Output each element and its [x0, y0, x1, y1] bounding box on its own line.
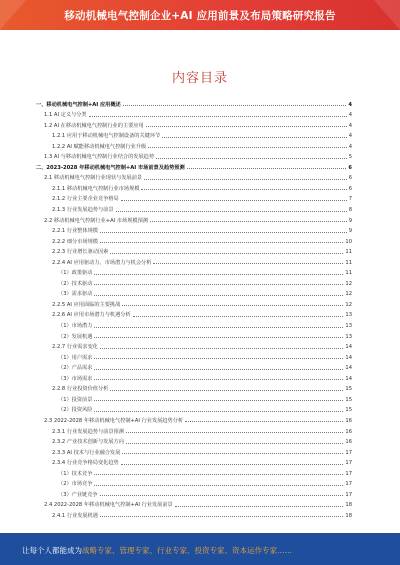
toc-entry-page: 12 [345, 280, 352, 287]
toc-entry[interactable] [36, 424, 352, 435]
toc-leader-dots [94, 379, 343, 380]
toc-leader-dots [100, 242, 343, 243]
footer-prefix: 让每个人都能成为 [22, 546, 82, 555]
toc-leader-dots [185, 421, 343, 422]
toc-entry-page: 12 [345, 301, 352, 308]
toc-entry-label: 2.1.1 移动机械电气控制行业市场规模 [52, 185, 140, 192]
toc-entry-label: 2.3.2 产业技术创新与发展方向 [52, 439, 124, 446]
toc-entry[interactable] [36, 403, 352, 414]
toc-leader-dots [94, 327, 343, 328]
toc-entry[interactable] [36, 392, 352, 403]
toc-leader-dots [94, 485, 343, 486]
toc-entry-label: （3）市场需求 [58, 375, 93, 382]
toc-entry-page: 8 [348, 207, 352, 214]
toc-entry-label: （1）用户需求 [58, 354, 93, 361]
toc-leader-dots [89, 116, 347, 117]
toc-entry[interactable] [36, 108, 352, 119]
toc-leader-dots [121, 464, 344, 465]
toc-entry-label: （1）技术竞争 [58, 470, 93, 477]
toc-entry-page: 18 [345, 502, 352, 509]
toc-entry-label: 1.1 AI 定义与分类 [44, 112, 87, 119]
toc-entry-page: 10 [345, 238, 352, 245]
footer-banner [0, 533, 400, 565]
toc-leader-dots [122, 453, 343, 454]
toc-entry[interactable] [36, 361, 352, 372]
toc-leader-dots [126, 432, 343, 433]
toc-entry-label: （2）产品需求 [58, 365, 93, 372]
toc-entry-label: 2.1.3 行业发展趋势与前景 [52, 207, 114, 214]
toc-leader-dots [94, 284, 343, 285]
toc-entry-page: 17 [345, 449, 352, 456]
toc-entry-page: 6 [348, 175, 352, 182]
toc-entry-label: 2.2.5 AI 应用面临的主要挑战 [52, 301, 121, 308]
toc-entry[interactable] [36, 297, 352, 308]
toc-entry[interactable] [36, 139, 352, 150]
toc-entry-page: 14 [345, 375, 352, 382]
toc-leader-dots [148, 147, 346, 148]
toc-entry-label: 1.3 AI 与移动机械电气控制行业结合的发展趋势 [44, 154, 155, 161]
toc-entry-label: （3）产业链竞争 [58, 491, 98, 498]
toc-entry-label: 2.2.4 AI 应用驱动力、市场潜力与机会分析 [52, 259, 152, 266]
toc-entry-page: 14 [345, 344, 352, 351]
toc-entry-label: 2.2.6 AI 应用市场潜力与机遇分析 [52, 312, 131, 319]
toc-leader-dots [126, 443, 343, 444]
toc-entry[interactable] [36, 445, 352, 456]
toc-entry[interactable] [36, 202, 352, 213]
toc-entry-label: （1）市场潜力 [58, 323, 93, 330]
toc-leader-dots [94, 337, 343, 338]
toc-leader-dots [162, 137, 346, 138]
toc-entry-label: （2）技术驱动 [58, 280, 93, 287]
toc-leader-dots [141, 189, 346, 190]
footer-highlight: 战略专家、管理专家、行业专家、投资专家、资本运作专家…… [82, 546, 292, 555]
toc-entry[interactable] [36, 466, 352, 477]
toc-entry[interactable] [36, 308, 352, 319]
toc-entry[interactable] [36, 213, 352, 224]
toc-entry[interactable] [36, 477, 352, 488]
toc-leader-dots [100, 516, 343, 517]
toc-entry[interactable] [36, 340, 352, 351]
toc-entry-label: 1.2.1 应用于移动机械电气控制设备的关键环节 [52, 133, 161, 140]
toc-entry-label: （2）市场竞争 [58, 481, 93, 488]
toc-entry-page: 11 [345, 249, 352, 256]
toc-entry[interactable] [36, 97, 352, 108]
toc-entry[interactable] [36, 371, 352, 382]
report-title: 移动机械电气控制企业+AI 应用前景及布局策略研究报告 [64, 10, 336, 22]
toc-entry-label: 2.3.3 AI 技术与行业融合发展 [52, 449, 121, 456]
toc-entry-label: （1）政策驱动 [58, 270, 93, 277]
toc-entry[interactable] [36, 508, 352, 519]
toc-entry-page: 15 [345, 407, 352, 414]
toc-entry-page: 14 [345, 354, 352, 361]
toc-entry-page: 18 [345, 512, 352, 519]
toc-entry-page: 4 [348, 122, 352, 129]
toc-entry[interactable] [36, 276, 352, 287]
toc-entry-page: 15 [345, 396, 352, 403]
toc-entry-label: 2.3 2022-2028 年移动机械电气控制+AI 行业发展趋势分析 [44, 417, 184, 424]
toc-entry-label: （1）投资前景 [58, 396, 93, 403]
toc-leader-dots [153, 263, 343, 264]
toc-entry-label: （2）发展机遇 [58, 333, 93, 340]
table-of-contents [36, 97, 352, 519]
toc-entry[interactable] [36, 456, 352, 467]
toc-entry-label: 2.1.2 行业主要企业竞争格局 [52, 196, 119, 203]
toc-entry[interactable] [36, 118, 352, 129]
toc-entry[interactable] [36, 160, 352, 171]
toc-entry-page: 5 [348, 154, 352, 161]
toc-leader-dots [150, 221, 347, 222]
toc-entry-page: 7 [348, 196, 352, 203]
toc-leader-dots [94, 411, 343, 412]
toc-entry-page: 17 [345, 481, 352, 488]
toc-leader-dots [133, 316, 344, 317]
toc-entry-page: 17 [345, 460, 352, 467]
toc-leader-dots [187, 168, 347, 169]
toc-entry-label: 2.3.4 行业竞争格局变化趋势 [52, 460, 119, 467]
toc-entry-page: 11 [345, 259, 352, 266]
toc-entry-page: 4 [348, 101, 352, 108]
toc-entry[interactable] [36, 318, 352, 329]
toc-entry[interactable] [36, 192, 352, 203]
toc-entry[interactable] [36, 487, 352, 498]
toc-entry-page: 16 [345, 439, 352, 446]
toc-entry-page: 12 [345, 291, 352, 298]
toc-entry-page: 4 [348, 143, 352, 150]
toc-entry[interactable] [36, 435, 352, 446]
toc-leader-dots [116, 211, 347, 212]
toc-leader-dots [94, 358, 343, 359]
toc-entry[interactable] [36, 287, 352, 298]
toc-entry-page: 13 [345, 333, 352, 340]
toc-entry-page: 13 [345, 323, 352, 330]
toc-entry[interactable] [36, 245, 352, 256]
toc-entry[interactable] [36, 234, 352, 245]
toc-entry-label: 2.2.3 行业增长驱动因素 [52, 249, 109, 256]
toc-leader-dots [100, 348, 343, 349]
toc-entry[interactable] [36, 329, 352, 340]
toc-entry[interactable] [36, 255, 352, 266]
toc-leader-dots [110, 390, 343, 391]
toc-leader-dots [94, 400, 343, 401]
toc-entry-label: 2.2.2 细分市场规模 [52, 238, 98, 245]
toc-entry[interactable] [36, 129, 352, 140]
toc-entry-label: 二、2023-2028 年移动机械电气控制+AI 市场前景及趋势预测 [36, 164, 185, 171]
toc-entry-label: 2.1 移动机械电气控制行业现状与发展前景 [44, 175, 143, 182]
toc-entry-page: 6 [348, 185, 352, 192]
toc-leader-dots [94, 369, 343, 370]
toc-entry-page: 13 [345, 312, 352, 319]
toc-leader-dots [146, 126, 347, 127]
toc-entry-page: 17 [345, 491, 352, 498]
toc-entry[interactable] [36, 171, 352, 182]
toc-leader-dots [121, 200, 347, 201]
toc-leader-dots [94, 274, 343, 275]
toc-leader-dots [144, 179, 347, 180]
toc-entry-label: 1.2 AI 在移动机械电气控制行业的主要应用 [44, 122, 144, 129]
toc-entry-page: 15 [345, 386, 352, 393]
toc-entry-label: 2.4 2022-2028 年移动机械电气控制+AI 行业发展前景 [44, 502, 173, 509]
toc-entry-label: 2.3.1 行业发展趋势与前景预测 [52, 428, 124, 435]
header-banner [0, 0, 400, 30]
toc-entry-label: 2.2.8 行业投资价值分析 [52, 386, 109, 393]
toc-entry[interactable] [36, 181, 352, 192]
toc-entry-label: （2）投资风险 [58, 407, 93, 414]
toc-entry[interactable] [36, 498, 352, 509]
toc-entry-label: 1.2.2 AI 赋能移动机械电气控制行业升级 [52, 143, 147, 150]
toc-entry-page: 9 [348, 217, 352, 224]
toc-leader-dots [100, 495, 344, 496]
toc-leader-dots [122, 305, 343, 306]
toc-entry-label: （3）需求驱动 [58, 291, 93, 298]
toc-leader-dots [94, 474, 343, 475]
toc-entry[interactable] [36, 382, 352, 393]
toc-entry[interactable] [36, 150, 352, 161]
footer-slogan [22, 545, 292, 556]
toc-entry-label: 2.2 移动机械电气控制行业+AI 市场规模预测 [44, 217, 148, 224]
toc-entry-page: 17 [345, 470, 352, 477]
toc-entry-page: 9 [348, 228, 352, 235]
toc-leader-dots [175, 506, 344, 507]
toc-entry[interactable] [36, 413, 352, 424]
toc-title: 内容目录 [171, 71, 228, 86]
toc-entry[interactable] [36, 266, 352, 277]
toc-entry-page: 16 [345, 428, 352, 435]
toc-leader-dots [156, 158, 347, 159]
toc-entry-label: 2.2.7 行业需求变化 [52, 344, 98, 351]
toc-entry-page: 4 [348, 112, 352, 119]
toc-entry-label: 2.4.1 行业发展机遇 [52, 512, 98, 519]
toc-entry-label: 一、移动机械电气控制+AI 应用概述 [36, 101, 121, 108]
toc-entry-page: 4 [348, 133, 352, 140]
toc-leader-dots [94, 295, 343, 296]
toc-entry[interactable] [36, 350, 352, 361]
toc-leader-dots [123, 105, 347, 106]
toc-entry-page: 16 [345, 417, 352, 424]
toc-leader-dots [100, 232, 347, 233]
toc-leader-dots [110, 253, 343, 254]
toc-entry-label: 2.2.1 行业整体规模 [52, 228, 98, 235]
toc-entry[interactable] [36, 224, 352, 235]
toc-entry-page: 6 [348, 164, 352, 171]
toc-entry-page: 11 [345, 270, 352, 277]
toc-entry-page: 14 [345, 365, 352, 372]
